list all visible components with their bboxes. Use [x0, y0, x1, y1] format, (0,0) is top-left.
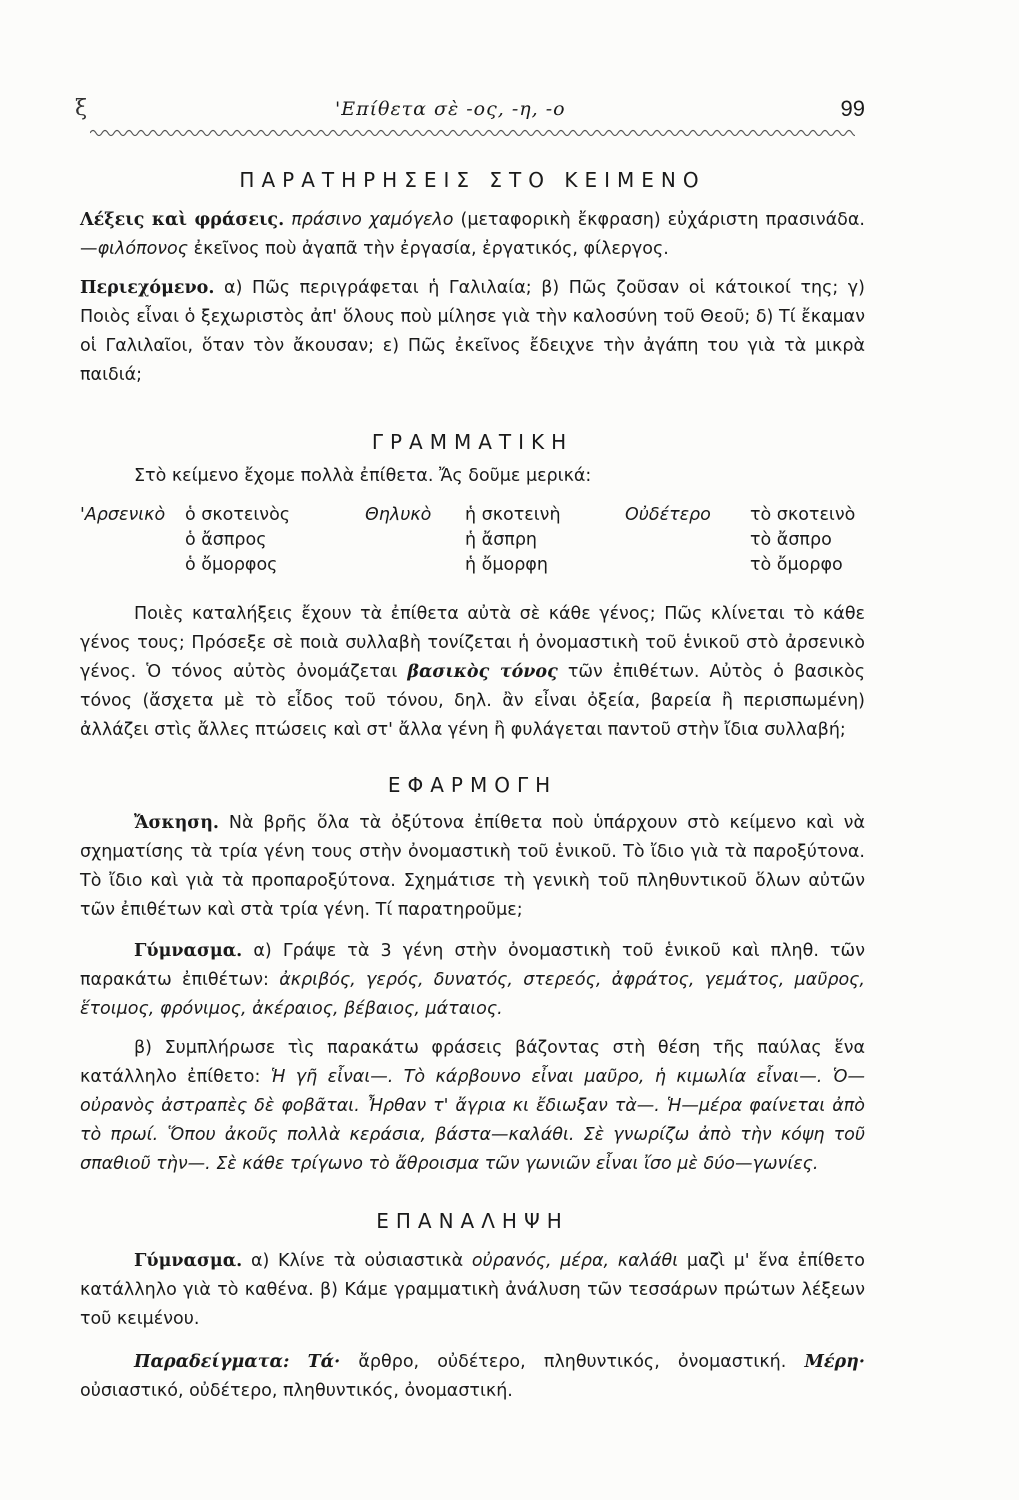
feminine-form-1: ἡ σκοτεινὴ — [465, 505, 561, 525]
exercise-label: Ἄσκηση. — [134, 813, 220, 833]
notes-heading: ΠΑΡΑΤΗΡΗΣΕΙΣ ΣΤΟ ΚΕΙΜΕΝΟ — [239, 168, 706, 192]
example-term-2: Μέρη· — [804, 1352, 865, 1372]
examples-label: Παραδείγματα: — [134, 1352, 290, 1372]
neuter-form-1: τὸ σκοτεινὸ — [750, 505, 856, 525]
page-number: 99 — [840, 96, 865, 121]
exercise-text: Νὰ βρῆς ὅλα τὰ ὀξύτονα ἐπίθετα ποὺ ὑπάρχουν στὸ κείμενο καὶ νὰ σχηματίσης τὰ τρία γένη τους στὴν ὀνομαστικὴ τοῦ ἑνικοῦ. Τὸ ἴδιο γιὰ τὰ παροξύτονα. Τὸ ἴδιο καὶ γιὰ τὰ προπαροξύτονα. Σχημάτισε τὴ γενικὴ τοῦ πληθυντικοῦ ὅλων αὐτῶν τῶν ἐπιθέτων καὶ στὰ τρία γένη. Τί παρατηροῦμε; — [80, 813, 865, 920]
example-text-2: οὐσιαστικό, οὐδέτερο, πληθυντικός, ὀνομαστική. — [80, 1381, 513, 1401]
content-paragraph — [80, 274, 865, 390]
grammar-intro: Στὸ κείμενο ἔχομε πολλὰ ἐπίθετα. Ἄς δοῦμε μερικά: — [134, 466, 592, 486]
masculine-form-3: ὁ ὄμορφος — [185, 555, 278, 575]
revision-heading: ΕΠΑΝΑΛΗΨΗ — [376, 1209, 569, 1233]
words-text-1: (μεταφορικὴ ἔκφραση) εὐχάριστη πρασινάδα.— — [80, 210, 865, 259]
words-paragraph — [80, 206, 865, 264]
words-text-2: ἐκεῖνος ποὺ ἀγαπᾶ τὴν ἐργασία, ἐργατικός, φίλεργος. — [193, 239, 669, 259]
example-term-1: Τά· — [307, 1352, 341, 1372]
page-body — [80, 168, 865, 1406]
example-text-1: ἄρθρο, οὐδέτερο, πληθυντικός, ὀνομαστική. — [358, 1352, 787, 1372]
words-term-2: φιλόπονος — [97, 239, 189, 259]
words-label: Λέξεις καὶ φράσεις. — [80, 210, 285, 230]
gymnasma-a-paragraph — [80, 937, 865, 1024]
revision-words: οὐρανός, μέρα, καλάθι — [471, 1251, 679, 1271]
masculine-form-2: ὁ ἄσπρος — [185, 530, 267, 550]
gymnasma-b-paragraph — [80, 1034, 865, 1179]
revision-text-1: α) Κλίνε τὰ οὐσιαστικὰ — [250, 1251, 464, 1271]
masculine-form-1: ὁ σκοτεινὸς — [185, 505, 291, 525]
gymnasma-label: Γύμνασμα. — [134, 941, 243, 961]
words-term-1: πράσινο χαμόγελο — [291, 210, 454, 230]
neuter-form-2: τὸ ἄσπρο — [750, 530, 832, 550]
feminine-label: Θηλυκὸ — [365, 505, 432, 525]
application-heading: ΕΦΑΡΜΟΓΗ — [387, 773, 558, 797]
grammar-term: βασικὸς τόνος — [407, 662, 558, 682]
gymnasma-a-text: α) Γράψε τὰ 3 γένη στὴν ὀνομαστικὴ τοῦ ἑνικοῦ καὶ πληθ. τῶν παρακάτω ἐπιθέτων: — [80, 941, 865, 990]
wavy-divider — [90, 126, 855, 140]
grammar-heading: ΓΡΑΜΜΑΤΙΚΗ — [371, 430, 574, 454]
revision-text-2: μαζὶ μ' ἕνα ἐπίθετο κατάλληλο γιὰ τὸ καθένα. β) Κάμε γραμματικὴ ἀνάλυση τῶν τεσσάρων πρώτων λέξεων τοῦ κειμένου. — [80, 1251, 865, 1329]
masculine-label: 'Αρσενικὸ — [80, 505, 166, 525]
feminine-form-3: ἡ ὄμορφη — [465, 555, 548, 575]
gymnasma-b-text: β) Συμπλήρωσε τὶς παρακάτω φράσεις βάζοντας στὴ θέση τῆς παύλας ἕνα κατάλληλο ἐπίθετο: — [80, 1038, 865, 1087]
grammar-text-1: Ποιὲς καταλήξεις ἔχουν τὰ ἐπίθετα αὐτὰ σὲ κάθε γένος; Πῶς κλίνεται τὸ κάθε γένος τους; Πρόσεξε σὲ ποιὰ συλλαβὴ τονίζεται ἡ ὀνομαστικὴ τοῦ ἑνικοῦ στὸ ἀρσενικὸ γένος. Ὁ τόνος αὐτὸς ὀνομάζεται — [80, 604, 865, 682]
neuter-form-3: τὸ ὄμορφο — [750, 555, 843, 575]
revision-paragraph — [80, 1247, 865, 1334]
adjective-table — [80, 503, 865, 578]
gymnasma-b-sentences: Ἡ γῆ εἶναι—. Τὸ κάρβουνο εἶναι μαῦρο, ἡ κιμωλία εἶναι—. Ὁ—οὐρανὸς ἀστραπὲς δὲ φοβᾶται. Ἦρθαν τ' ἄγρια κι ἔδιωξαν τὰ—. Ἡ—μέρα φαίνεται ἀπὸ τὸ πρωί. Ὅπου ἀκοῦς πολλὰ κεράσια, βάστα—καλάθι. Σὲ γνωρίζω ἀπὸ τὴν κόψη τοῦ σπαθιοῦ τὴν—. Σὲ κάθε τρίγωνο τὸ ἄθροισμα τῶν γωνιῶν εἶναι ἴσο μὲ δύο—γωνίες. — [80, 1067, 865, 1174]
feminine-form-2: ἡ ἄσπρη — [465, 530, 538, 550]
content-text: α) Πῶς περιγράφεται ἡ Γαλιλαία; β) Πῶς ζοῦσαν οἱ κάτοικοί της; γ) Ποιὸς εἶναι ὁ ξεχωριστὸς ἀπ' ὅλους ποὺ μίλησε γιὰ τὴν καλοσύνη τοῦ Θεοῦ; δ) Τί ἔκαμαν οἱ Γαλιλαῖοι, ὅταν τὸν ἄκουσαν; ε) Πῶς ἐκεῖνος ἔδειχνε τὴν ἀγάπη του γιὰ τὰ μικρὰ παιδιά; — [80, 278, 865, 385]
content-label: Περιεχόμενο. — [80, 278, 215, 298]
exercise-paragraph — [80, 809, 865, 925]
gymnasma-a-words: ἀκριβός, γερός, δυνατός, στερεός, ἀφράτος, γεμάτος, μαῦρος, ἕτοιμος, φρόνιμος, ἀκέραιος, βέβαιος, μάταιος. — [80, 970, 865, 1019]
revision-gymnasma-label: Γύμνασμα. — [134, 1251, 243, 1271]
examples-paragraph — [80, 1348, 865, 1406]
margin-mark: ξ — [75, 96, 88, 121]
running-head-title: 'Επίθετα σὲ -ος, -η, -ο — [335, 98, 566, 120]
grammar-paragraph — [80, 600, 865, 745]
neuter-label: Οὐδέτερο — [625, 505, 711, 525]
grammar-text-2: τῶν ἐπιθέτων. Αὐτὸς ὁ βασικὸς τόνος (ἄσχετα μὲ τὸ εἶδος τοῦ τόνου, δηλ. ἂν εἶναι ὀξεία, βαρεία ἢ περισπωμένη) ἀλλάζει στὶς ἄλλες πτώσεις καὶ στ' ἄλλα γένη ἢ φυλάγεται παντοῦ στὴν ἴδια συλλαβή; — [80, 662, 865, 740]
